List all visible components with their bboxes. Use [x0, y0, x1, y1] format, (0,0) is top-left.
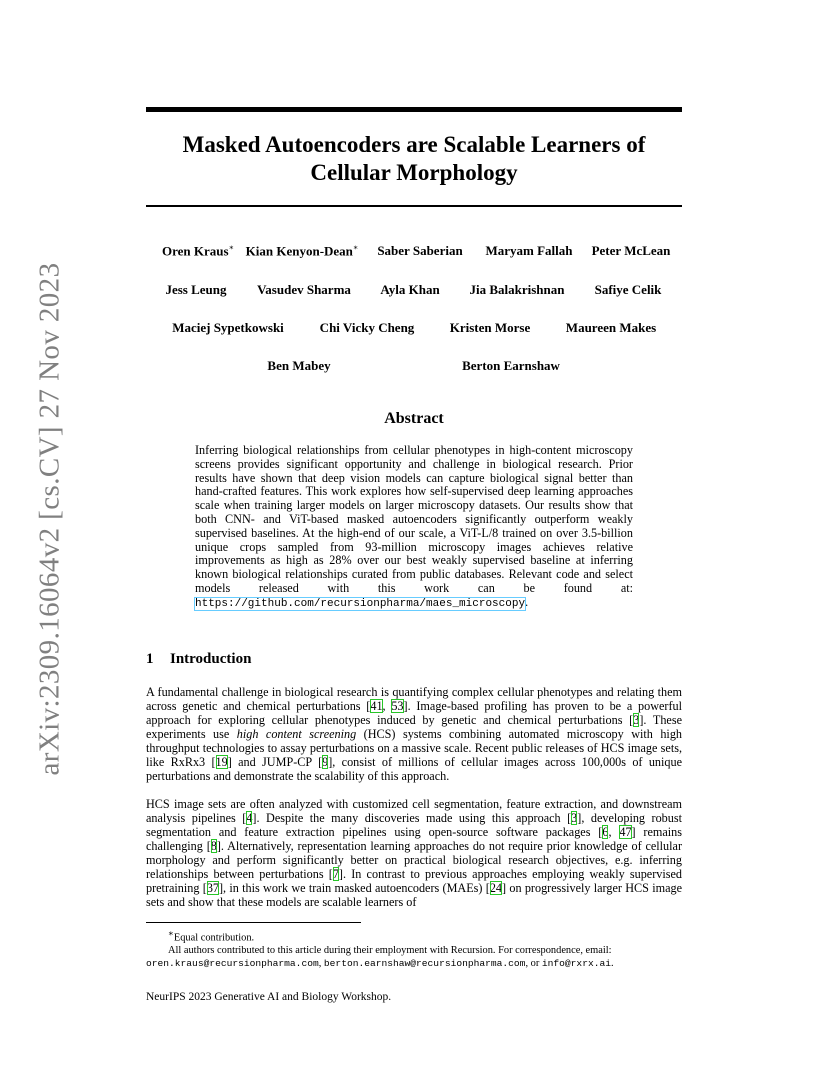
citation-link[interactable]: 9 [322, 755, 329, 769]
citation-link[interactable]: 3 [633, 713, 640, 727]
abstract-text: Inferring biological relationships from cellular phenotypes in high-content microscopy screens provides significant opportunity and challenge in biological research. Prior results have shown that deep vision models can capture biological signal better than hand-crafted features. This work explores how self-supervised deep learning approaches scale when training larger models on larger microscopy datasets. Our results show that both CNN- and ViT-based masked autoencoders significantly outperform weakly supervised baselines. At the high-end of our scale, a ViT-L/8 trained on over 3.5-billion unique crops sampled from 93-million microscopy images achieves relative improvements as high as 28% over our best weakly supervised baseline at inferring known biological relationships curated from public databases. Relevant code and select models released with this work can be found at: [195, 443, 633, 595]
title-line-1: Masked Autoencoders are Scalable Learners of [182, 132, 646, 157]
section-number: 1 [146, 651, 154, 667]
abstract-heading: Abstract [384, 410, 444, 427]
author-row-3 [146, 320, 682, 340]
footnote-emails: oren.kraus@recursionpharma.com, berton.earnshaw@recursionpharma.com, or info@rxrx.ai. [146, 958, 614, 970]
footnote [146, 927, 682, 970]
author-name: Chi Vicky Cheng [319, 320, 415, 335]
email-link[interactable]: berton.earnshaw@recursionpharma.com [323, 958, 526, 970]
footnote-rule [146, 922, 361, 923]
code-repo-link[interactable]: https://github.com/recursionpharma/maes_microscopy [195, 597, 526, 610]
venue-note: NeurIPS 2023 Generative AI and Biology Workshop. [146, 991, 392, 1003]
citation-link[interactable]: 19 [215, 755, 228, 769]
author-name: Berton Earnshaw [462, 358, 560, 373]
title-rule-top [146, 107, 682, 112]
footnote-mark: ∗ [168, 928, 174, 938]
equal-contribution-mark: ∗ [352, 243, 359, 252]
citation-link[interactable]: 6 [602, 825, 609, 839]
title-line-2: Cellular Morphology [310, 160, 518, 185]
intro-paragraph-2: HCS image sets are often analyzed with customized cell segmentation, feature extraction, and downstream analysis pipelines [4]. Despite the many discoveries made using this approach [3], developing robust segmentation and feature extraction pipelines using open-source software packages [6, 47] remains challenging [8]. Alternatively, representation learning approaches do not require prior knowledge of cellular morphology and perform significantly better on practical biological research objectives, e.g. inferring relationships between perturbations [7]. In contrast to previous approaches employing weakly supervised pretraining [37], in this work we train masked autoencoders (MAEs) [24] on progressively larger HCS image sets and show that these models are scalable learners of [146, 797, 683, 909]
author-name: Kian Kenyon-Dean∗ [245, 243, 359, 259]
author-name: Maryam Fallah [485, 243, 573, 258]
citation-link[interactable]: 3 [571, 811, 578, 825]
citation-link[interactable]: 41 [370, 699, 383, 713]
author-name: Peter McLean [591, 243, 671, 258]
paper-title [146, 131, 682, 187]
footnote-line: All authors contributed to this article during their employment with Recursion. For correspondence, email: [168, 945, 612, 957]
author-row-1 [146, 243, 682, 263]
title-rule-bottom [146, 205, 682, 207]
author-row-4 [146, 358, 682, 378]
citation-link[interactable]: 24 [489, 881, 503, 895]
section-title: Introduction [170, 651, 252, 667]
arxiv-stamp: arXiv:2309.16064v2 [cs.CV] 27 Nov 2023 [33, 262, 66, 776]
abstract-body: Inferring biological relationships from cellular phenotypes in high-content microscopy screens provides significant opportunity and challenge in biological research. Prior results have shown that deep vision models can capture biological signal better than hand-crafted features. This work explores how self-supervised deep learning approaches scale when training larger models on larger microscopy datasets. Our results show that both CNN- and ViT-based masked autoencoders significantly outperform weakly supervised baselines. At the high-end of our scale, a ViT-L/8 trained on over 3.5-billion unique crops sampled from 93-million microscopy images achieves relative improvements as high as 28% over our best weakly supervised baseline at inferring known biological relationships curated from public databases. Relevant code and select models released with this work can be found at: https://github.com/recursionpharma/maes_microscopy. [195, 443, 633, 610]
email-link[interactable]: oren.kraus@recursionpharma.com [146, 958, 319, 970]
citation-link[interactable]: 53 [391, 699, 404, 713]
citation-link[interactable]: 47 [619, 825, 632, 839]
equal-contribution-mark: ∗ [228, 243, 235, 252]
author-name: Kristen Morse [449, 320, 531, 335]
citation-link[interactable]: 7 [332, 867, 339, 881]
author-row-2 [146, 282, 682, 302]
author-name: Oren Kraus∗ [161, 243, 235, 259]
author-name: Maureen Makes [565, 320, 657, 335]
citation-link[interactable]: 4 [246, 811, 253, 825]
citation-link[interactable]: 8 [210, 839, 217, 853]
author-name: Jess Leung [165, 282, 227, 297]
intro-paragraph-1: A fundamental challenge in biological research is quantifying complex cellular phenotypes and relating them across genetic and chemical perturbations [41, 53]. Image-based profiling has proven to be a powerful approach for exploring cellular phenotypes induced by genetic and chemical perturbations [3]. These experiments use high content screening (HCS) systems combining automated microscopy with high throughput technologies to assay perturbations on a massive scale. Recent public releases of HCS image sets, like RxRx3 [19] and JUMP-CP [9], consist of millions of cellular images across 100,000s of unique perturbations and demonstrate the scalability of this approach. [146, 685, 683, 783]
author-name: Maciej Sypetkowski [172, 320, 284, 335]
emphasis-term: high content screening [236, 727, 357, 741]
author-name: Ayla Khan [380, 282, 440, 297]
footnote-line: ∗Equal contribution. [168, 928, 255, 944]
author-name: Jia Balakrishnan [469, 282, 565, 297]
author-name: Safiye Celik [594, 282, 662, 297]
author-name: Ben Mabey [267, 358, 331, 373]
author-name: Saber Saberian [377, 243, 463, 258]
email-link[interactable]: info@rxrx.ai [541, 958, 611, 970]
citation-link[interactable]: 37 [206, 881, 219, 895]
author-name: Vasudev Sharma [257, 282, 351, 297]
section-heading [146, 651, 251, 668]
